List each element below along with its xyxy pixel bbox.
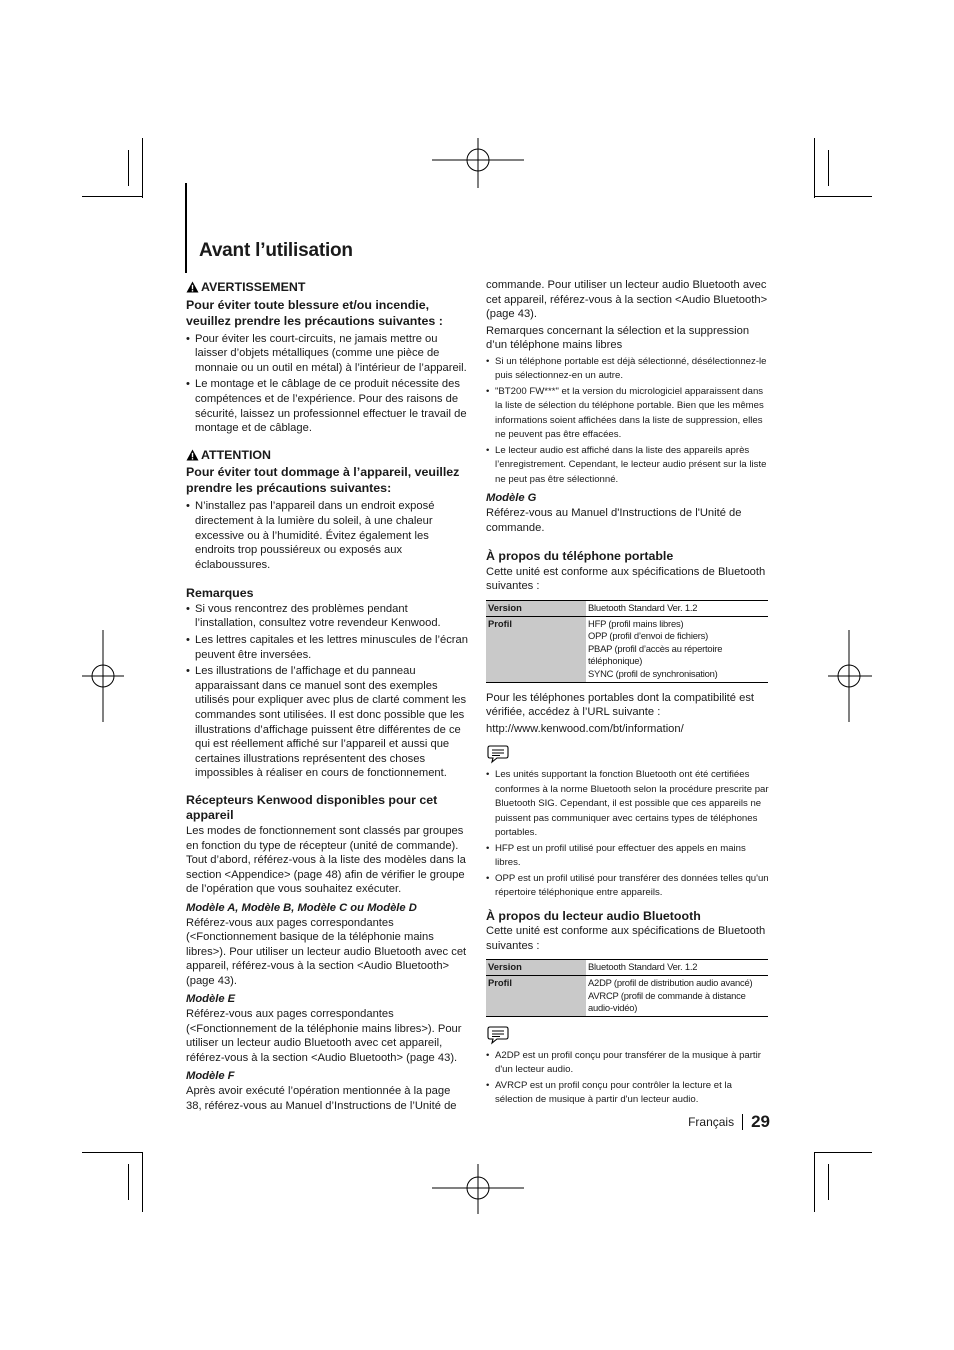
list-item: • Le lecteur audio est affiché dans la liste des appareils après l’enregistrement. Cependant, le lecteur audio présent sur la liste ne peut pas être sélectionné.	[486, 444, 770, 488]
list-item: • Les lettres capitales et les lettres minuscules de l’écran peuvent être inversées.	[186, 633, 468, 662]
model-e-heading: Modèle E	[186, 993, 236, 1006]
version-label: Version	[486, 600, 586, 616]
profile-values	[586, 616, 768, 682]
list-item: • Les unités supportant la fonction Bluetooth ont été certifiées conformes à la norme Bluetooth selon la procédure prescrite par Bluetooth SIG. Cependant, il est possible que ces appareils ne puissent pas communiquer avec certains types de téléphones portables.	[486, 768, 770, 841]
registration-mark-bottom-icon	[432, 1164, 524, 1214]
profile-value: A2DP (profil de distribution audio avancé)	[588, 977, 753, 989]
list-item: • Le montage et le câblage de ce produit nécessite des compétences et de l’expérience. Pour des raisons de sécurité, laissez un professionnel effectuer le travail de montage et de câblage.	[186, 377, 468, 435]
list-item: • Pour éviter les court-circuits, ne jamais mettre ou laisser d’objets métalliques (comme une pièce de monnaie ou un outil en métal) à l’intérieur de l’appareil.	[186, 332, 468, 376]
audio-intro: Cette unité est conforme aux spécifications de Bluetooth suivantes :	[486, 925, 766, 952]
remarks-heading: Remarques	[186, 586, 254, 601]
footer-separator	[742, 1114, 743, 1130]
remarks-select-list	[486, 355, 770, 488]
profile-value: AVRCP (profil de commande à distance audio-vidéo)	[588, 989, 746, 1014]
phone-notes-list	[486, 768, 770, 901]
list-item: • AVRCP est un profil conçu pour contrôler la lecture et la sélection de musique à partir d'un lecteur audio.	[486, 1079, 770, 1108]
table-row	[486, 960, 768, 976]
page-footer	[688, 1112, 770, 1132]
phone-heading: À propos du téléphone portable	[486, 549, 674, 564]
list-item: • Les illustrations de l’affichage et du panneau apparaissant dans ce manuel sont des exemples utilisés pour expliquer avec plus de clarté comment les commandes sont utilisées. Il est donc possible que les illustrations d’affichage puissent être différentes de ce qui est réellement affiché sur l’appareil et aussi que certaines illustrations représentent des choses impossibles à réaliser en cours de fonctionnement.	[186, 664, 468, 781]
model-g-heading: Modèle G	[486, 492, 537, 505]
profile-value: SYNC (profil de synchronisation)	[588, 667, 718, 679]
model-abcd-heading: Modèle A, Modèle B, Modèle C ou Modèle D	[186, 901, 417, 914]
warning-label-text: AVERTISSEMENT	[201, 280, 306, 294]
list-item: • A2DP est un profil conçu pour transférer de la musique à partir d'un lecteur audio.	[486, 1049, 770, 1078]
profile-value: HFP (profil mains libres)	[588, 617, 684, 629]
note-speech-icon	[486, 1025, 510, 1045]
audio-heading: À propos du lecteur audio Bluetooth	[486, 908, 701, 923]
table-row	[486, 600, 768, 616]
model-f-continued: commande. Pour utiliser un lecteur audio Bluetooth avec cet appareil, référez-vous à la section <Audio Bluetooth> (page 43).	[486, 279, 768, 321]
list-item: • HFP est un profil utilisé pour effectuer des appels en mains libres.	[486, 842, 770, 871]
model-f-heading: Modèle F	[186, 1070, 235, 1083]
model-f-text: Après avoir exécuté l’opération mentionnée à la page 38, référez-vous au Manuel d’Instructions de l’Unité de	[186, 1085, 457, 1112]
audio-spec-table	[486, 959, 768, 1016]
registration-mark-left-icon	[82, 630, 124, 722]
remarks-select-heading: Remarques concernant la sélection et la suppression d’un téléphone mains libres	[486, 324, 750, 352]
version-value: Bluetooth Standard Ver. 1.2	[586, 600, 768, 616]
receivers-paragraph-2: Tout d’abord, référez-vous à la liste des modèles dans la section <Appendice> (page 48) afin de vérifier le groupe de l’opération que vous souhaitez exécuter.	[186, 854, 466, 896]
model-abcd-text: Référez-vous aux pages correspondantes (<Fonctionnement basique de la téléphonie mains libres>). Pour utiliser un lecteur audio Bluetooth avec cet appareil, référez-vous à la section <Audio Bluetooth> (page 43).	[186, 916, 467, 987]
warning-label	[186, 280, 468, 295]
page-number: 29	[751, 1112, 770, 1131]
model-e-text: Référez-vous aux pages correspondantes (<Fonctionnement de la téléphonie mains libres>). Pour utiliser un lecteur audio Bluetooth avec cet appareil, référez-vous à la section <Audio Bluetooth> (page 43).	[186, 1008, 462, 1064]
remarks-list	[186, 602, 468, 781]
registration-mark-top-icon	[432, 138, 524, 188]
warning-triangle-icon	[186, 281, 199, 293]
profile-value: PBAP (profil d’accès au répertoire téléphonique)	[588, 642, 723, 667]
audio-notes-list	[486, 1049, 770, 1108]
title-rule	[185, 183, 187, 273]
table-row	[486, 616, 768, 682]
attention-list	[186, 499, 468, 572]
attention-label	[186, 448, 468, 463]
compat-text: Pour les téléphones portables dont la compatibilité est vérifiée, accédez à l’URL suivante :	[486, 691, 755, 719]
profile-label: Profil	[486, 616, 586, 682]
footer-language: Français	[688, 1115, 735, 1129]
attention-heading: Pour éviter tout dommage à l’appareil, veuillez prendre les précautions suivantes:	[186, 465, 460, 496]
left-column	[186, 278, 468, 1113]
table-row	[486, 976, 768, 1017]
warning-heading: Pour éviter toute blessure et/ou incendie, veuillez prendre les précautions suivantes :	[186, 297, 443, 328]
note-speech-icon	[486, 744, 510, 764]
model-g-text: Référez-vous au Manuel d'Instructions de l'Unité de commande.	[486, 507, 742, 534]
version-value: Bluetooth Standard Ver. 1.2	[586, 960, 768, 976]
kenwood-url: http://www.kenwood.com/bt/information/	[486, 722, 684, 735]
version-label: Version	[486, 960, 586, 976]
attention-label-text: ATTENTION	[201, 447, 271, 462]
right-column	[486, 278, 770, 1109]
profile-values	[586, 976, 768, 1017]
receivers-paragraph-1: Les modes de fonctionnement sont classés par groupes en fonction du type de récepteur (unité de commande).	[186, 824, 464, 852]
warning-list	[186, 332, 468, 436]
list-item: • Si un téléphone portable est déjà sélectionné, désélectionnez-le puis sélectionnez-en un autre.	[486, 355, 770, 384]
phone-spec-table	[486, 600, 768, 683]
registration-mark-right-icon	[828, 630, 872, 722]
list-item: • OPP est un profil utilisé pour transférer des données telles qu'un répertoire téléphonique entre appareils.	[486, 872, 770, 901]
phone-intro: Cette unité est conforme aux spécifications de Bluetooth suivantes :	[486, 565, 766, 593]
profile-label: Profil	[486, 976, 586, 1017]
page-title: Avant l’utilisation	[199, 240, 353, 261]
warning-triangle-icon	[186, 449, 199, 461]
receivers-heading: Récepteurs Kenwood disponibles pour cet appareil	[186, 792, 438, 823]
list-item: • Si vous rencontrez des problèmes pendant l’installation, consultez votre revendeur Kenwood.	[186, 602, 468, 631]
list-item: • "BT200 FW***" et la version du micrologiciel apparaissent dans la liste de sélection du téléphone portable. Bien que les mêmes informations soient affichées dans la liste de suppression, elles ne peuvent pas être effacées.	[486, 385, 770, 443]
profile-value: OPP (profil d’envoi de fichiers)	[588, 630, 709, 642]
list-item: • N’installez pas l’appareil dans un endroit exposé directement à la lumière du soleil, à une chaleur excessive ou à l’humidité. Évitez également les endroits trop poussiéreux ou exposés aux éclaboussures.	[186, 499, 468, 572]
